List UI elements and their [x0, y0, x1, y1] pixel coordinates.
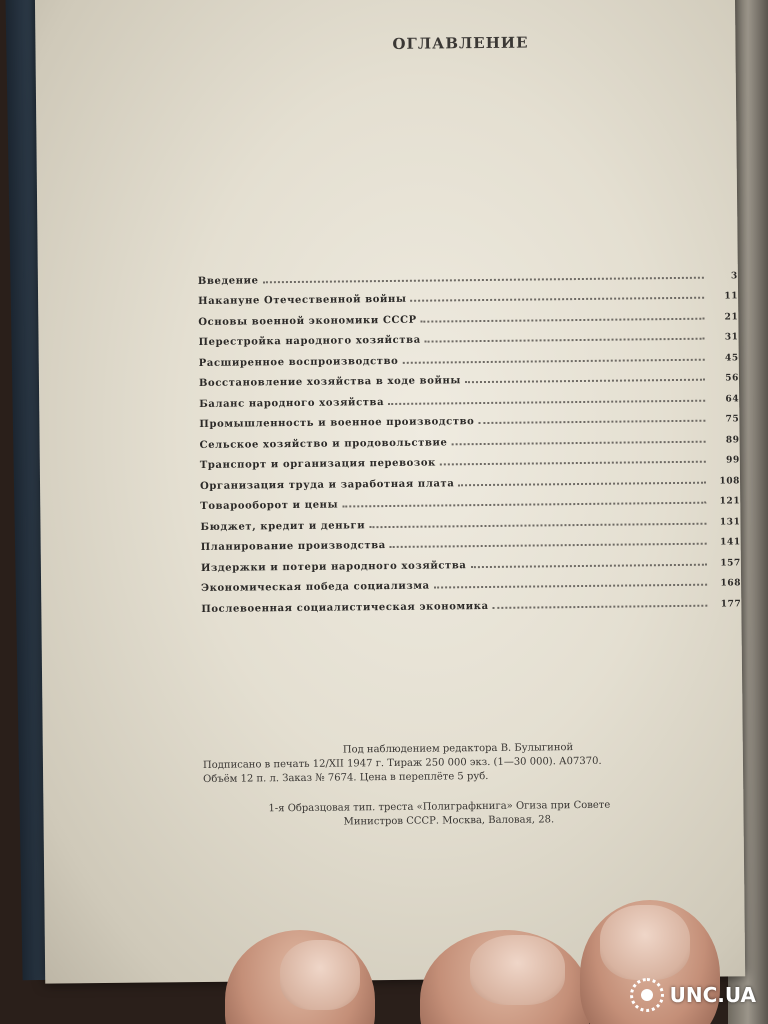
- toc-entry-title: Транспорт и организация перевозок: [199, 457, 437, 471]
- toc-entry-title: Товарооборот и цены: [200, 499, 339, 512]
- imprint-editor: Под наблюдением редактора В. Булыгиной: [342, 742, 574, 756]
- toc-entry-title: Сельское хозяйство и продовольствие: [199, 436, 448, 451]
- toc-leader-dots: [470, 563, 706, 567]
- toc-entry-page: 75: [725, 414, 740, 425]
- toc-entry-page: 131: [719, 516, 741, 528]
- fingernail-middle: [470, 935, 565, 1005]
- book-page: [35, 0, 745, 984]
- toc-leader-dots: [478, 420, 705, 424]
- watermark: [630, 978, 756, 1012]
- toc-entry-title: Промышленность и военное производство: [199, 416, 475, 430]
- imprint-signed: Подписано в печать 12/XII 1947 г. Тираж 250 000 экз. (1—30 000). А07370.: [202, 755, 602, 771]
- fingernail-right: [600, 905, 690, 980]
- toc-leader-dots: [458, 481, 706, 486]
- toc-leader-dots: [421, 317, 705, 322]
- toc-entry-page: 45: [724, 352, 739, 363]
- toc-entry-page: 11: [724, 291, 739, 302]
- watermark-text: UNC.UA: [669, 983, 756, 1007]
- toc-entry-title: Послевоенная социалистическая экономика: [201, 600, 489, 615]
- toc-entry-title: Восстановление хозяйства в ходе войны: [198, 375, 462, 389]
- toc-leader-dots: [425, 338, 705, 343]
- toc-entry-page: 168: [720, 578, 742, 589]
- toc-leader-dots: [411, 297, 705, 302]
- imprint-printer-line2: Министров СССР. Москва, Валовая, 28.: [343, 814, 555, 828]
- toc-leader-dots: [402, 358, 704, 363]
- toc-entry-page: 157: [720, 557, 741, 569]
- toc-entry-title: Издержки и потери народного хозяйства: [200, 559, 467, 574]
- toc-entry-page: 141: [720, 537, 741, 548]
- imprint-printer-line1: 1-я Образцовая тип. треста «Полиграфкнига» Огиза при Совете: [268, 799, 611, 815]
- toc-entry-title: Планирование производства: [200, 540, 386, 553]
- toc-entry-title: Расширенное воспроизводство: [198, 355, 399, 369]
- toc-entry-page: 21: [724, 311, 739, 322]
- toc-entry-page: 121: [719, 496, 741, 507]
- toc-entry-page: 31: [724, 332, 739, 343]
- toc-entry-title: Бюджет, кредит и деньги: [200, 519, 366, 533]
- toc-leader-dots: [465, 379, 705, 384]
- table-of-contents: [198, 260, 742, 614]
- page-heading: ОГЛАВЛЕНИЕ: [392, 33, 529, 53]
- imprint-volume: Объём 12 п. л. Заказ № 7674. Цена в переплёте 5 руб.: [203, 770, 489, 785]
- toc-entry-title: Перестройка народного хозяйства: [198, 334, 421, 348]
- toc-entry-title: Баланс народного хозяйства: [199, 396, 385, 410]
- toc-entry-page: 99: [726, 455, 740, 466]
- toc-leader-dots: [493, 604, 708, 608]
- toc-entry-title: Организация труда и заработная плата: [199, 477, 455, 492]
- toc-entry-title: Накануне Отечественной войны: [198, 293, 407, 307]
- toc-entry: [201, 588, 741, 614]
- sun-logo-icon: [630, 978, 664, 1012]
- toc-entry-title: Введение: [197, 274, 259, 287]
- toc-entry-page: 177: [720, 598, 742, 610]
- fingernail-left: [280, 940, 360, 1010]
- toc-leader-dots: [440, 461, 706, 466]
- imprint-block: [203, 739, 764, 831]
- toc-entry-title: Основы военной экономики СССР: [198, 314, 417, 328]
- toc-leader-dots: [451, 440, 705, 445]
- toc-entry-page: 108: [719, 475, 741, 487]
- toc-entry-page: 64: [725, 393, 740, 404]
- toc-entry-page: 89: [725, 434, 740, 445]
- toc-entry-title: Экономическая победа социализма: [201, 580, 430, 594]
- toc-entry-page: 3: [730, 270, 738, 281]
- toc-leader-dots: [434, 584, 707, 589]
- toc-entry-page: 56: [725, 373, 740, 384]
